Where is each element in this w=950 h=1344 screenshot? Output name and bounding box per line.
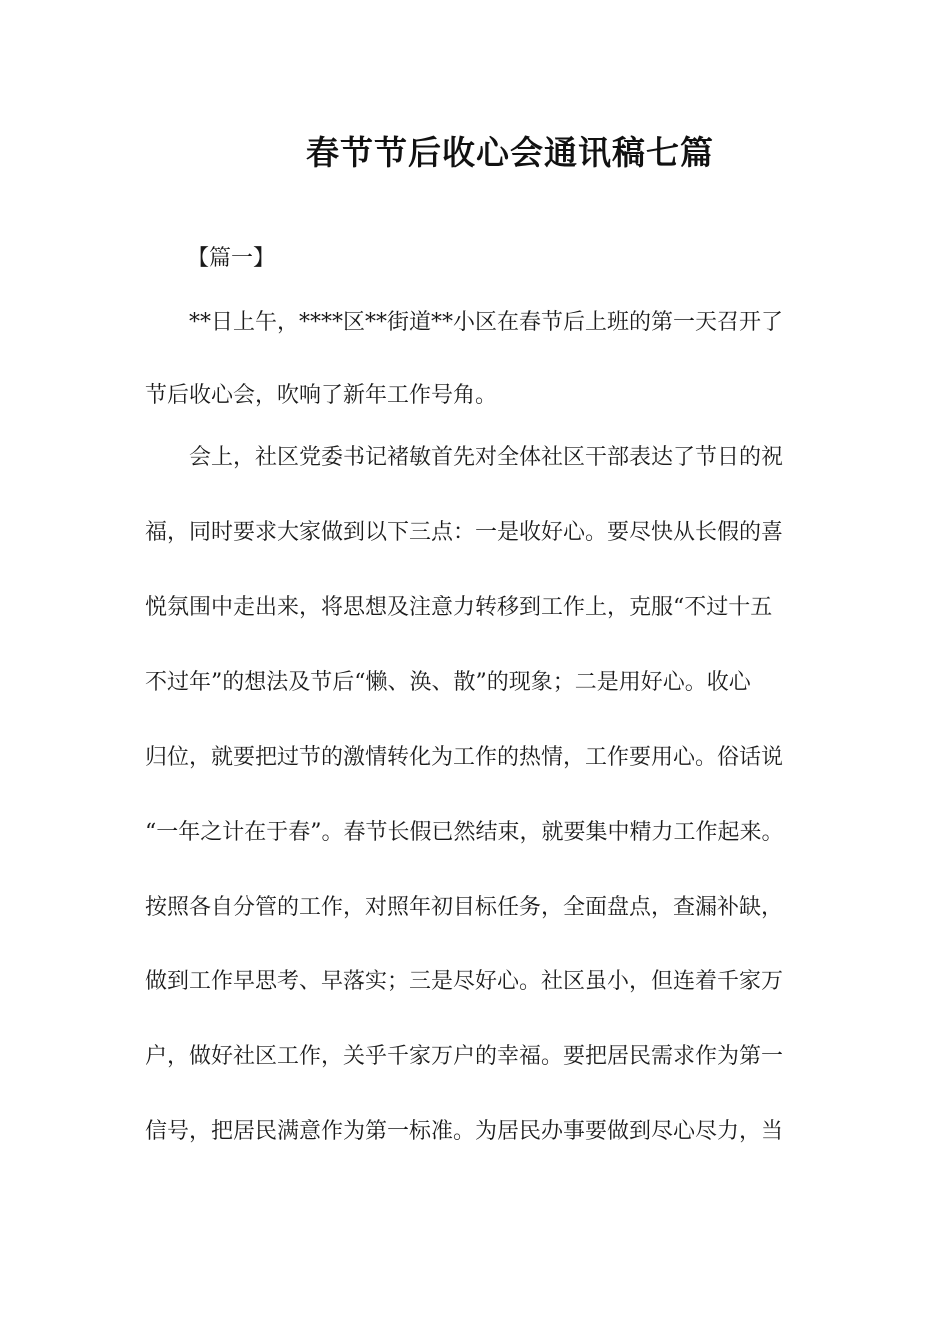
paragraph-line: 不过年”的想法及节后“懒、涣、散”的现象；二是用好心。收心 <box>145 670 751 695</box>
paragraph-line: 节后收心会，吹响了新年工作号角。 <box>145 383 498 408</box>
paragraph-line: 悦氛围中走出来，将思想及注意力转移到工作上，克服“不过十五 <box>145 595 773 620</box>
section-label: 【篇一】 <box>187 246 276 271</box>
paragraph-line: 户，做好社区工作，关乎千家万户的幸福。要把居民需求作为第一 <box>145 1044 784 1069</box>
paragraph-line: 归位，就要把过节的激情转化为工作的热情，工作要用心。俗话说 <box>145 745 784 770</box>
paragraph-line: 做到工作早思考、早落实；三是尽好心。社区虽小，但连着千家万 <box>145 969 784 994</box>
paragraph-line: 福，同时要求大家做到以下三点：一是收好心。要尽快从长假的喜 <box>145 520 784 545</box>
paragraph-line: 信号，把居民满意作为第一标准。为居民办事要做到尽心尽力，当 <box>145 1119 784 1144</box>
document-title: 春节节后收心会通讯稿七篇 <box>306 133 714 172</box>
paragraph-line: **日上午，****区**街道**小区在春节后上班的第一天召开了 <box>189 310 784 335</box>
paragraph-line: 按照各自分管的工作，对照年初目标任务，全面盘点，查漏补缺， <box>145 895 784 920</box>
paragraph-line: “一年之计在于春”。春节长假已然结束，就要集中精力工作起来。 <box>145 820 784 845</box>
paragraph-line: 会上，社区党委书记褚敏首先对全体社区干部表达了节日的祝 <box>189 445 784 470</box>
